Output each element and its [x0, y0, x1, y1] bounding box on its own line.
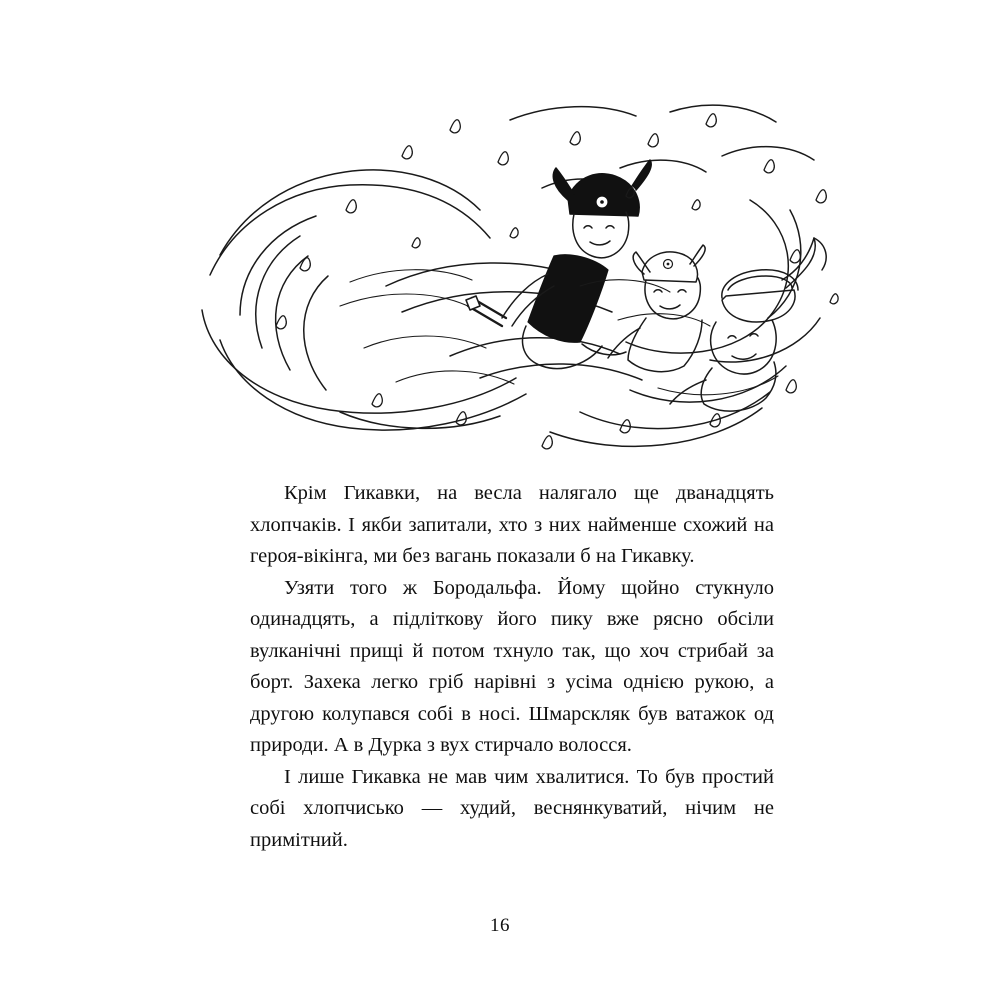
body-text: [250, 478, 774, 856]
paragraph-2: Узяти того ж Бородальфа. Йому щойно стукнуло одинадцять, а підліткову його пику вже рясно обсіли вулканічні прищі й потом тхнуло так, що хоч стрибай за борт. Захека легко гріб нарівні з усіма однією рукою, а другою колупався собі в носі. Шмарскляк був ватажок од природи. А в Дурка з вух стирчало волосся.: [250, 576, 774, 756]
viking-boys-rowing-in-stormy-sea-sketch: [150, 60, 850, 460]
page-number: 16: [490, 915, 510, 936]
paragraph-1: Крім Гикавки, на весла налягало ще дванадцять хлопчаків. І якби запитали, хто з них найменше схожий на героя-вікінга, ми без вагань показали б на Гикавку.: [250, 482, 774, 567]
paragraph-3: І лише Гикавка не мав чим хвалитися. То був простий собі хлопчисько — худий, веснянкуватий, нічим не примітний.: [250, 765, 774, 851]
